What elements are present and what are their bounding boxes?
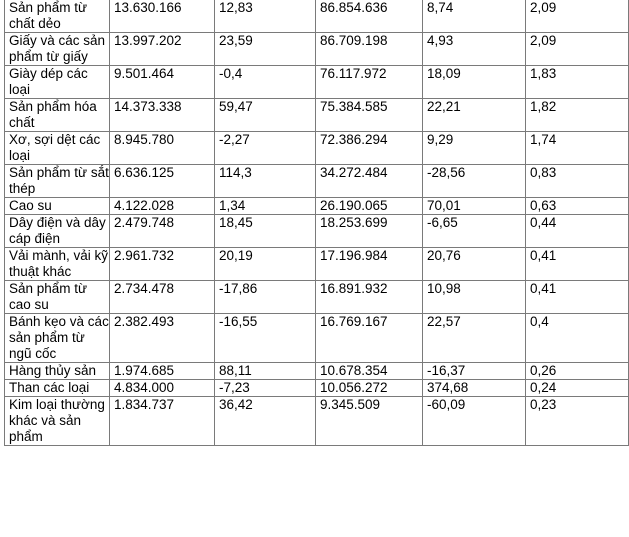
percent-change-cell: -17,86 bbox=[215, 281, 316, 314]
value-cell: 4.834.000 bbox=[110, 380, 215, 397]
value-cell: 16.891.932 bbox=[316, 281, 423, 314]
table-row bbox=[5, 215, 629, 248]
percent-change-cell: 1,34 bbox=[215, 198, 316, 215]
share-cell: 0,26 bbox=[526, 363, 629, 380]
percent-change-cell: 18,45 bbox=[215, 215, 316, 248]
percent-change-cell: 20,19 bbox=[215, 248, 316, 281]
value-cell: 86.709.198 bbox=[316, 33, 423, 66]
product-name-cell: Hàng thủy sản bbox=[5, 363, 110, 380]
table-row bbox=[5, 397, 629, 446]
share-cell: 0,41 bbox=[526, 281, 629, 314]
percent-change-cell: 59,47 bbox=[215, 99, 316, 132]
percent-change-cell: 10,98 bbox=[423, 281, 526, 314]
share-cell: 2,09 bbox=[526, 0, 629, 33]
table-row bbox=[5, 33, 629, 66]
value-cell: 2.382.493 bbox=[110, 314, 215, 363]
table-row bbox=[5, 132, 629, 165]
percent-change-cell: -28,56 bbox=[423, 165, 526, 198]
product-name-cell: Kim loại thường khác và sản phẩm bbox=[5, 397, 110, 446]
value-cell: 6.636.125 bbox=[110, 165, 215, 198]
export-data-table bbox=[4, 0, 629, 446]
value-cell: 14.373.338 bbox=[110, 99, 215, 132]
percent-change-cell: 8,74 bbox=[423, 0, 526, 33]
product-name-cell: Giấy và các sản phẩm từ giấy bbox=[5, 33, 110, 66]
percent-change-cell: 88,11 bbox=[215, 363, 316, 380]
value-cell: 75.384.585 bbox=[316, 99, 423, 132]
percent-change-cell: 114,3 bbox=[215, 165, 316, 198]
percent-change-cell: 36,42 bbox=[215, 397, 316, 446]
product-name-cell: Sản phẩm từ chất dẻo bbox=[5, 0, 110, 33]
percent-change-cell: -60,09 bbox=[423, 397, 526, 446]
product-name-cell: Dây điện và dây cáp điện bbox=[5, 215, 110, 248]
share-cell: 0,4 bbox=[526, 314, 629, 363]
table-row bbox=[5, 99, 629, 132]
product-name-cell: Giày dép các loại bbox=[5, 66, 110, 99]
table-row bbox=[5, 165, 629, 198]
product-name-cell: Vải mành, vải kỹ thuật khác bbox=[5, 248, 110, 281]
share-cell: 0,44 bbox=[526, 215, 629, 248]
value-cell: 17.196.984 bbox=[316, 248, 423, 281]
value-cell: 18.253.699 bbox=[316, 215, 423, 248]
percent-change-cell: 374,68 bbox=[423, 380, 526, 397]
table-row bbox=[5, 363, 629, 380]
share-cell: 0,63 bbox=[526, 198, 629, 215]
product-name-cell: Bánh kẹo và các sản phẩm từ ngũ cốc bbox=[5, 314, 110, 363]
percent-change-cell: -16,37 bbox=[423, 363, 526, 380]
table-row bbox=[5, 248, 629, 281]
value-cell: 1.974.685 bbox=[110, 363, 215, 380]
table-row bbox=[5, 380, 629, 397]
percent-change-cell: 22,57 bbox=[423, 314, 526, 363]
value-cell: 10.056.272 bbox=[316, 380, 423, 397]
value-cell: 10.678.354 bbox=[316, 363, 423, 380]
product-name-cell: Sản phẩm từ cao su bbox=[5, 281, 110, 314]
percent-change-cell: 18,09 bbox=[423, 66, 526, 99]
value-cell: 2.734.478 bbox=[110, 281, 215, 314]
share-cell: 1,74 bbox=[526, 132, 629, 165]
value-cell: 2.479.748 bbox=[110, 215, 215, 248]
share-cell: 1,83 bbox=[526, 66, 629, 99]
product-name-cell: Cao su bbox=[5, 198, 110, 215]
percent-change-cell: 12,83 bbox=[215, 0, 316, 33]
table-row bbox=[5, 314, 629, 363]
share-cell: 0,83 bbox=[526, 165, 629, 198]
product-name-cell: Sản phẩm hóa chất bbox=[5, 99, 110, 132]
product-name-cell: Xơ, sợi dệt các loại bbox=[5, 132, 110, 165]
share-cell: 0,41 bbox=[526, 248, 629, 281]
value-cell: 9.345.509 bbox=[316, 397, 423, 446]
table-row bbox=[5, 0, 629, 33]
value-cell: 1.834.737 bbox=[110, 397, 215, 446]
percent-change-cell: 22,21 bbox=[423, 99, 526, 132]
share-cell: 1,82 bbox=[526, 99, 629, 132]
table-row bbox=[5, 198, 629, 215]
value-cell: 13.630.166 bbox=[110, 0, 215, 33]
share-cell: 0,23 bbox=[526, 397, 629, 446]
percent-change-cell: -6,65 bbox=[423, 215, 526, 248]
value-cell: 8.945.780 bbox=[110, 132, 215, 165]
value-cell: 9.501.464 bbox=[110, 66, 215, 99]
percent-change-cell: 23,59 bbox=[215, 33, 316, 66]
table-row bbox=[5, 66, 629, 99]
percent-change-cell: 4,93 bbox=[423, 33, 526, 66]
value-cell: 4.122.028 bbox=[110, 198, 215, 215]
percent-change-cell: -7,23 bbox=[215, 380, 316, 397]
share-cell: 2,09 bbox=[526, 33, 629, 66]
percent-change-cell: -16,55 bbox=[215, 314, 316, 363]
percent-change-cell: 20,76 bbox=[423, 248, 526, 281]
value-cell: 16.769.167 bbox=[316, 314, 423, 363]
value-cell: 34.272.484 bbox=[316, 165, 423, 198]
percent-change-cell: 9,29 bbox=[423, 132, 526, 165]
value-cell: 86.854.636 bbox=[316, 0, 423, 33]
value-cell: 72.386.294 bbox=[316, 132, 423, 165]
percent-change-cell: -2,27 bbox=[215, 132, 316, 165]
percent-change-cell: -0,4 bbox=[215, 66, 316, 99]
product-name-cell: Sản phẩm từ sắt thép bbox=[5, 165, 110, 198]
percent-change-cell: 70,01 bbox=[423, 198, 526, 215]
value-cell: 2.961.732 bbox=[110, 248, 215, 281]
value-cell: 26.190.065 bbox=[316, 198, 423, 215]
product-name-cell: Than các loại bbox=[5, 380, 110, 397]
value-cell: 13.997.202 bbox=[110, 33, 215, 66]
share-cell: 0,24 bbox=[526, 380, 629, 397]
value-cell: 76.117.972 bbox=[316, 66, 423, 99]
table-row bbox=[5, 281, 629, 314]
